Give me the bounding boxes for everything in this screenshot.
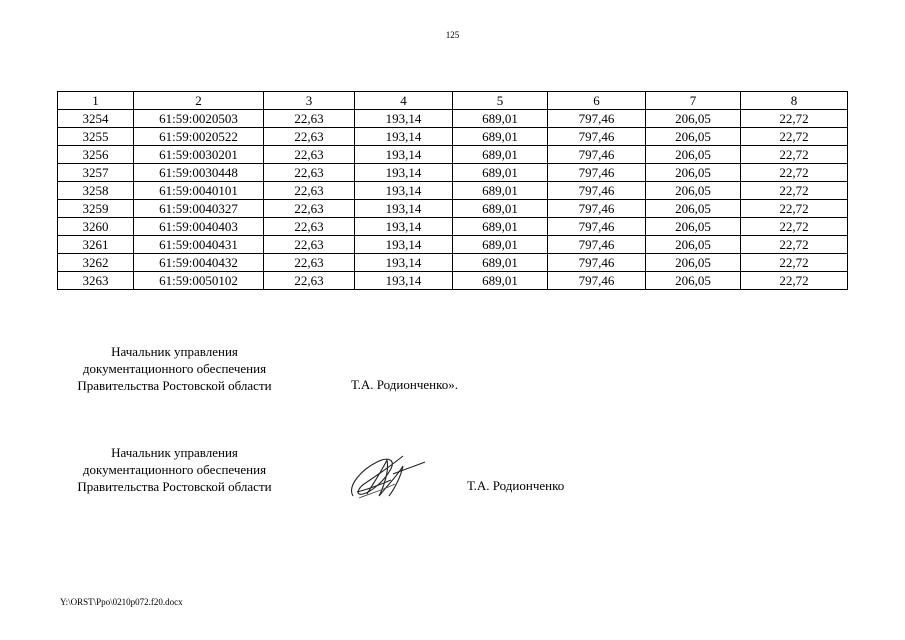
column-header: 4 [355, 92, 453, 110]
table-cell: 689,01 [453, 236, 548, 254]
table-cell: 61:59:0040432 [134, 254, 264, 272]
table-cell: 193,14 [355, 128, 453, 146]
table-cell: 22,63 [264, 128, 355, 146]
table-cell: 22,72 [741, 236, 848, 254]
table-cell: 22,72 [741, 128, 848, 146]
table-row [58, 182, 848, 200]
table-cell: 61:59:0040327 [134, 200, 264, 218]
table-cell: 61:59:0030448 [134, 164, 264, 182]
table-cell: 61:59:0020522 [134, 128, 264, 146]
table-cell: 22,63 [264, 110, 355, 128]
table-cell: 3256 [58, 146, 134, 164]
table-cell: 797,46 [548, 218, 646, 236]
table-cell: 689,01 [453, 200, 548, 218]
table-cell: 22,72 [741, 200, 848, 218]
table-cell: 206,05 [646, 146, 741, 164]
table-cell: 193,14 [355, 200, 453, 218]
table-cell: 3258 [58, 182, 134, 200]
column-header: 6 [548, 92, 646, 110]
table-cell: 193,14 [355, 272, 453, 290]
signature-title-line: Начальник управления [111, 445, 238, 460]
table-cell: 797,46 [548, 254, 646, 272]
table-cell: 206,05 [646, 164, 741, 182]
table-cell: 193,14 [355, 236, 453, 254]
table-cell: 797,46 [548, 146, 646, 164]
signature-title-line: документационного обеспечения [82, 462, 267, 477]
signature-block-2 [52, 444, 297, 495]
table-row [58, 110, 848, 128]
column-header: 5 [453, 92, 548, 110]
table-row [58, 146, 848, 164]
table-row [58, 254, 848, 272]
table-body [58, 110, 848, 290]
table-cell: 206,05 [646, 182, 741, 200]
column-header: 7 [646, 92, 741, 110]
table-cell: 3255 [58, 128, 134, 146]
table-cell: 797,46 [548, 164, 646, 182]
table-cell: 193,14 [355, 254, 453, 272]
table-cell: 797,46 [548, 272, 646, 290]
table-cell: 22,72 [741, 218, 848, 236]
table-cell: 22,72 [741, 146, 848, 164]
table-cell: 22,63 [264, 272, 355, 290]
signature-title-line: Правительства Ростовской области [77, 479, 272, 494]
signature-block-1 [52, 343, 297, 394]
table-cell: 193,14 [355, 218, 453, 236]
table-cell: 797,46 [548, 236, 646, 254]
table-cell: 22,63 [264, 218, 355, 236]
table-cell: 797,46 [548, 182, 646, 200]
table-cell: 61:59:0020503 [134, 110, 264, 128]
table-cell: 193,14 [355, 110, 453, 128]
table-cell: 3261 [58, 236, 134, 254]
table-cell: 22,63 [264, 254, 355, 272]
table-cell: 193,14 [355, 164, 453, 182]
signature-title-line: документационного обеспечения [82, 361, 267, 376]
table-row [58, 164, 848, 182]
table-cell: 797,46 [548, 200, 646, 218]
table-cell: 3260 [58, 218, 134, 236]
table-cell: 3254 [58, 110, 134, 128]
table-cell: 22,63 [264, 164, 355, 182]
column-header: 3 [264, 92, 355, 110]
column-header: 8 [741, 92, 848, 110]
table-cell: 689,01 [453, 182, 548, 200]
table-cell: 206,05 [646, 110, 741, 128]
table-cell: 3259 [58, 200, 134, 218]
table-cell: 797,46 [548, 110, 646, 128]
table-cell: 206,05 [646, 236, 741, 254]
table-cell: 206,05 [646, 128, 741, 146]
table-cell: 22,72 [741, 272, 848, 290]
table-cell: 193,14 [355, 146, 453, 164]
table-row [58, 236, 848, 254]
table-cell: 689,01 [453, 146, 548, 164]
table-cell: 689,01 [453, 128, 548, 146]
page-number: 125 [445, 30, 460, 40]
signature-scribble-icon [343, 450, 433, 502]
table-cell: 3263 [58, 272, 134, 290]
table-cell: 61:59:0040403 [134, 218, 264, 236]
table-cell: 206,05 [646, 272, 741, 290]
signature-title-line: Начальник управления [111, 344, 238, 359]
table-cell: 689,01 [453, 254, 548, 272]
table-cell: 22,72 [741, 254, 848, 272]
table-cell: 61:59:0050102 [134, 272, 264, 290]
signature-title-line: Правительства Ростовской области [77, 378, 272, 393]
table-cell: 206,05 [646, 254, 741, 272]
table-cell: 22,72 [741, 110, 848, 128]
table-cell: 22,72 [741, 164, 848, 182]
table-cell: 689,01 [453, 110, 548, 128]
table-cell: 689,01 [453, 272, 548, 290]
table-cell: 22,63 [264, 200, 355, 218]
table-cell: 193,14 [355, 182, 453, 200]
table-cell: 61:59:0030201 [134, 146, 264, 164]
column-header: 2 [134, 92, 264, 110]
table-row [58, 272, 848, 290]
table-row [58, 200, 848, 218]
table-cell: 22,63 [264, 146, 355, 164]
signatory-name-1: Т.А. Родионченко». [351, 377, 459, 392]
table-cell: 22,63 [264, 236, 355, 254]
table-cell: 3257 [58, 164, 134, 182]
table-cell: 689,01 [453, 218, 548, 236]
table-cell: 22,72 [741, 182, 848, 200]
table-cell: 206,05 [646, 218, 741, 236]
footer-file-path: Y:\ORST\Ppo\0210p072.f20.docx [60, 597, 183, 607]
column-header: 1 [58, 92, 134, 110]
data-table [57, 91, 848, 290]
table-cell: 22,63 [264, 182, 355, 200]
table-cell: 61:59:0040431 [134, 236, 264, 254]
table-cell: 689,01 [453, 164, 548, 182]
table-header-row [58, 92, 848, 110]
table-row [58, 128, 848, 146]
table-cell: 3262 [58, 254, 134, 272]
table-cell: 206,05 [646, 200, 741, 218]
table-cell: 61:59:0040101 [134, 182, 264, 200]
table-row [58, 218, 848, 236]
signatory-name-2: Т.А. Родионченко [467, 478, 565, 493]
table-cell: 797,46 [548, 128, 646, 146]
